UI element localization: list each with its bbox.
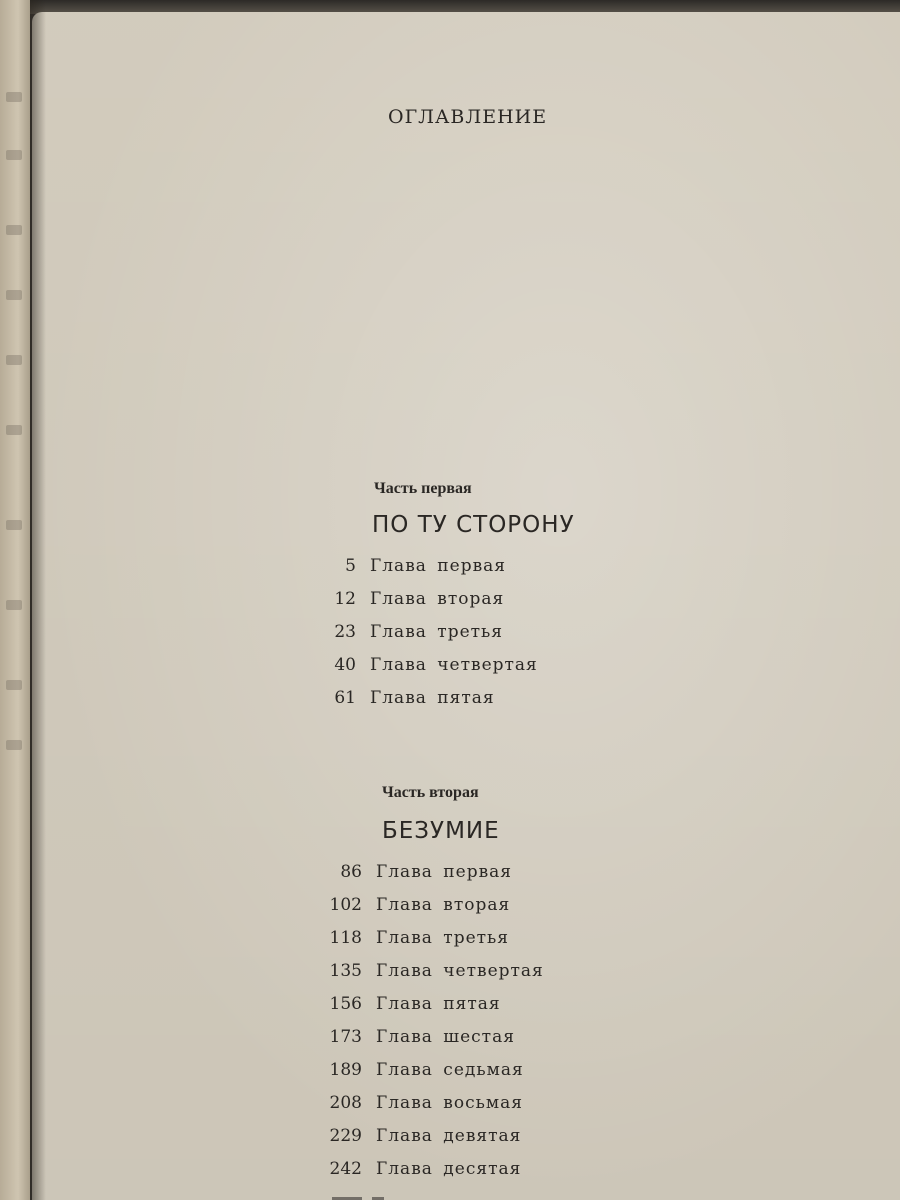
toc-entry[interactable] bbox=[300, 556, 538, 589]
toc-chapter-title: Глава пятая bbox=[376, 994, 501, 1014]
facing-page-text-fragment bbox=[6, 680, 22, 690]
toc-chapter-title: Глава десятая bbox=[376, 1159, 522, 1179]
toc-entry[interactable] bbox=[306, 1060, 544, 1093]
part-one-label: Часть первая bbox=[374, 480, 472, 497]
toc-entry[interactable] bbox=[300, 655, 538, 688]
toc-chapter-title: Глава пятая bbox=[370, 688, 495, 708]
toc-entry[interactable] bbox=[306, 961, 544, 994]
gutter-shadow bbox=[30, 0, 46, 1200]
toc-page-number: 5 bbox=[345, 556, 356, 576]
toc-page-number: 229 bbox=[329, 1126, 362, 1146]
toc-entry[interactable] bbox=[306, 862, 544, 895]
toc-page-number: 61 bbox=[334, 688, 356, 708]
part-two-label: Часть вторая bbox=[382, 784, 479, 801]
toc-entry[interactable] bbox=[306, 895, 544, 928]
toc-chapter-title: Глава третья bbox=[376, 928, 510, 948]
toc-page-number: 86 bbox=[340, 862, 362, 882]
toc-entry[interactable] bbox=[306, 1126, 544, 1159]
facing-page-text-fragment bbox=[6, 520, 22, 530]
contents-title: ОГЛАВЛЕНИЕ bbox=[388, 106, 548, 128]
part-two-chapter-list bbox=[306, 862, 544, 1192]
facing-page-text-fragment bbox=[6, 740, 22, 750]
toc-chapter-title: Глава шестая bbox=[376, 1027, 515, 1047]
toc-entry[interactable] bbox=[300, 688, 538, 721]
toc-page-number: 242 bbox=[329, 1159, 362, 1179]
toc-entry[interactable] bbox=[300, 622, 538, 655]
facing-page-text-fragment bbox=[6, 150, 22, 160]
toc-chapter-title: Глава вторая bbox=[370, 589, 505, 609]
toc-page-number: 208 bbox=[329, 1093, 362, 1113]
toc-page-number: 40 bbox=[334, 655, 356, 675]
toc-entry[interactable] bbox=[306, 1093, 544, 1126]
toc-entry[interactable] bbox=[306, 1027, 544, 1060]
facing-page-text-fragment bbox=[6, 290, 22, 300]
toc-entry[interactable] bbox=[306, 928, 544, 961]
toc-entry[interactable] bbox=[306, 994, 544, 1027]
facing-page-edge bbox=[0, 0, 30, 1200]
toc-chapter-title: Глава четвертая bbox=[370, 655, 538, 675]
toc-chapter-title: Глава седьмая bbox=[376, 1060, 524, 1080]
facing-page-text-fragment bbox=[6, 355, 22, 365]
toc-page-number: 173 bbox=[329, 1027, 362, 1047]
toc-page-number: 12 bbox=[334, 589, 356, 609]
toc-entry[interactable] bbox=[300, 589, 538, 622]
part-two-title: БЕЗУМИЕ bbox=[382, 818, 500, 844]
toc-entry[interactable] bbox=[306, 1159, 544, 1192]
toc-page-number: 23 bbox=[334, 622, 356, 642]
facing-page-text-fragment bbox=[6, 600, 22, 610]
facing-page-text-fragment bbox=[6, 425, 22, 435]
toc-page-number: 135 bbox=[329, 961, 362, 981]
toc-chapter-title: Глава четвертая bbox=[376, 961, 544, 981]
facing-page-text-fragment bbox=[6, 225, 22, 235]
toc-chapter-title: Глава первая bbox=[370, 556, 507, 576]
toc-chapter-title: Глава девятая bbox=[376, 1126, 522, 1146]
facing-page-text-fragment bbox=[6, 92, 22, 102]
toc-chapter-title: Глава восьмая bbox=[376, 1093, 523, 1113]
book-page bbox=[32, 12, 900, 1200]
toc-chapter-title: Глава третья bbox=[370, 622, 504, 642]
toc-page-number: 156 bbox=[329, 994, 362, 1014]
toc-page-number: 102 bbox=[329, 895, 362, 915]
toc-chapter-title: Глава вторая bbox=[376, 895, 511, 915]
cut-off-toc-entry bbox=[332, 1190, 562, 1200]
toc-chapter-title: Глава первая bbox=[376, 862, 513, 882]
toc-page-number: 118 bbox=[329, 928, 362, 948]
part-one-chapter-list bbox=[300, 556, 538, 721]
toc-page-number: 189 bbox=[329, 1060, 362, 1080]
part-one-title: ПО ТУ СТОРОНУ bbox=[372, 512, 575, 538]
